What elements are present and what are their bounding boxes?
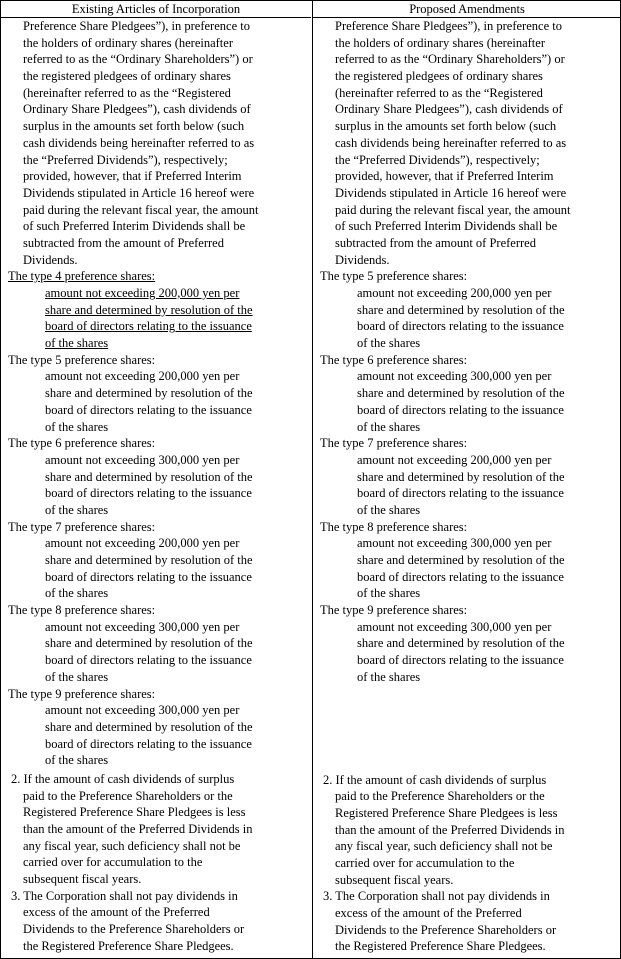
text-line: share and determined by resolution of the — [357, 386, 565, 401]
type-label: The type 7 preference shares: — [8, 519, 156, 534]
text-line: the holders of ordinary shares (hereinafter — [23, 35, 233, 50]
text-line: amount not exceeding 300,000 yen per — [45, 703, 240, 718]
text-line: any fiscal year, such deficiency shall not be — [23, 838, 241, 853]
text-line: amount not exceeding 200,000 yen per — [45, 536, 240, 551]
existing-articles-body — [1, 18, 311, 955]
text-line: amount not exceeding 200,000 yen per — [45, 369, 240, 384]
intro-paragraph — [313, 18, 621, 268]
text-line: provided, however, that if Preferred Interim — [23, 169, 242, 184]
text-line: paid during the relevant fiscal year, the amount — [335, 202, 571, 217]
text-line: Ordinary Share Pledgees”), cash dividends of — [23, 102, 251, 117]
text-line: Dividends stipulated in Article 16 hereof were — [335, 185, 567, 200]
proposed-amendments-header: Proposed Amendments — [313, 1, 621, 18]
text-line: Preference Share Pledgees”), in preference to — [23, 19, 250, 33]
text-line: 2. If the amount of cash dividends of surplus — [323, 772, 547, 787]
text-line: amount not exceeding 200,000 yen per — [357, 286, 552, 300]
text-line: amount not exceeding 200,000 yen per — [357, 452, 552, 467]
paragraph-2 — [313, 772, 621, 889]
type-label: The type 9 preference shares: — [8, 686, 156, 701]
text-line: of the shares — [357, 669, 421, 684]
text-line: of the shares — [45, 502, 109, 517]
text-line: amount not exceeding 300,000 yen per — [357, 619, 552, 634]
text-line: Registered Preference Share Pledgees is less — [23, 805, 246, 820]
text-line: subtracted from the amount of Preferred — [23, 235, 224, 250]
type-5-block — [1, 352, 311, 435]
text-line: board of directors relating to the issuance — [45, 319, 252, 334]
text-line: board of directors relating to the issuance — [45, 736, 252, 751]
type-label: The type 4 preference shares: — [8, 269, 156, 284]
text-line: paid during the relevant fiscal year, the amount — [23, 202, 259, 217]
type-9-block — [1, 686, 311, 769]
text-line: board of directors relating to the issuance — [45, 486, 252, 501]
paragraph-3 — [1, 888, 311, 955]
text-line: Dividends to the Preference Shareholders or — [23, 922, 245, 937]
text-line: excess of the amount of the Preferred — [23, 905, 210, 920]
text-line: board of directors relating to the issuance — [45, 653, 252, 668]
text-line: the Registered Preference Share Pledgees. — [23, 938, 234, 953]
text-line: referred to as the “Ordinary Shareholders”) or — [23, 52, 253, 67]
text-line: board of directors relating to the issuance — [357, 319, 564, 334]
text-line: subsequent fiscal years. — [23, 872, 142, 887]
text-line: referred to as the “Ordinary Shareholders”) or — [335, 52, 565, 67]
text-line: of the shares — [45, 669, 109, 684]
type-8-block — [1, 602, 311, 685]
type-label: The type 8 preference shares: — [320, 519, 468, 534]
text-line: 3. The Corporation shall not pay dividends in — [11, 888, 238, 903]
type-label: The type 7 preference shares: — [320, 436, 468, 451]
text-line: amount not exceeding 300,000 yen per — [45, 452, 240, 467]
text-line: Ordinary Share Pledgees”), cash dividends of — [335, 102, 563, 117]
type-label: The type 6 preference shares: — [320, 352, 468, 367]
type-6-block — [1, 435, 311, 518]
text-line: board of directors relating to the issuance — [357, 486, 564, 501]
existing-articles-column — [1, 1, 311, 958]
text-line: share and determined by resolution of the — [357, 636, 565, 651]
text-line: carried over for accumulation to the — [335, 855, 515, 870]
text-line: share and determined by resolution of the — [357, 302, 565, 317]
type-4-block — [1, 268, 311, 351]
text-line: of the shares — [357, 586, 421, 601]
text-line: share and determined by resolution of the — [45, 302, 253, 317]
text-line: Dividends. — [23, 252, 78, 267]
text-line: (hereinafter referred to as the “Registered — [335, 85, 543, 100]
type-label: The type 5 preference shares: — [320, 269, 468, 284]
proposed-amendments-body — [313, 18, 621, 955]
type-8-block — [313, 519, 621, 602]
type-label: The type 5 preference shares: — [8, 352, 156, 367]
text-line: 3. The Corporation shall not pay dividends in — [323, 889, 550, 904]
text-line: share and determined by resolution of the — [357, 553, 565, 567]
type-label: The type 9 preference shares: — [320, 603, 468, 618]
text-line: provided, however, that if Preferred Interim — [335, 169, 554, 184]
text-line: of the shares — [45, 336, 109, 351]
type-7-block — [1, 519, 311, 602]
text-line: carried over for accumulation to the — [23, 855, 203, 870]
paragraph-2 — [1, 771, 311, 888]
text-line: excess of the amount of the Preferred — [335, 906, 522, 920]
text-line: board of directors relating to the issuance — [45, 402, 252, 417]
text-line: than the amount of the Preferred Dividends in — [23, 822, 253, 836]
text-line: of the shares — [357, 336, 421, 351]
text-line: cash dividends being hereinafter referred to as — [23, 135, 255, 150]
type-5-block — [313, 268, 621, 351]
text-line: Dividends to the Preference Shareholders or — [335, 922, 557, 937]
text-line: board of directors relating to the issuance — [45, 569, 252, 584]
text-line: share and determined by resolution of the — [357, 469, 565, 484]
type-label: The type 6 preference shares: — [8, 436, 156, 451]
existing-articles-header: Existing Articles of Incorporation — [1, 1, 311, 18]
text-line: amount not exceeding 200,000 yen per — [45, 286, 240, 300]
text-line: the registered pledgees of ordinary shares — [335, 69, 543, 84]
text-line: board of directors relating to the issuance — [357, 653, 564, 668]
type-7-block — [313, 435, 621, 518]
text-line: of such Preferred Interim Dividends shall be — [335, 219, 558, 234]
text-line: Dividends. — [335, 252, 390, 267]
text-line: the “Preferred Dividends”), respectively; — [335, 152, 540, 167]
text-line: share and determined by resolution of the — [45, 636, 253, 651]
intro-paragraph — [1, 18, 311, 268]
text-line: subsequent fiscal years. — [335, 872, 454, 887]
text-line: the Registered Preference Share Pledgees. — [335, 939, 546, 954]
text-line: of such Preferred Interim Dividends shall be — [23, 219, 246, 234]
text-line: amount not exceeding 300,000 yen per — [357, 536, 552, 551]
text-line: Dividends stipulated in Article 16 hereof were — [23, 185, 255, 200]
text-line: 2. If the amount of cash dividends of surplus — [11, 771, 235, 786]
text-line: board of directors relating to the issuance — [357, 569, 564, 584]
text-line: paid to the Preference Shareholders or the — [23, 788, 233, 803]
text-line: of the shares — [45, 419, 109, 434]
text-line: of the shares — [45, 586, 109, 601]
text-line: (hereinafter referred to as the “Registered — [23, 85, 231, 100]
text-line: the “Preferred Dividends”), respectively; — [23, 152, 228, 167]
text-line: amount not exceeding 300,000 yen per — [357, 369, 552, 384]
text-line: paid to the Preference Shareholders or the — [335, 789, 545, 804]
proposed-amendments-column — [312, 1, 621, 958]
text-line: Registered Preference Share Pledgees is less — [335, 805, 558, 820]
text-line: surplus in the amounts set forth below (such — [23, 119, 245, 134]
text-line: share and determined by resolution of the — [45, 553, 253, 567]
type-9-block — [313, 602, 621, 685]
text-line: any fiscal year, such deficiency shall not be — [335, 839, 553, 854]
text-line: board of directors relating to the issuance — [357, 402, 564, 417]
text-line: subtracted from the amount of Preferred — [335, 235, 536, 250]
text-line: Preference Share Pledgees”), in preference to — [335, 19, 562, 33]
text-line: of the shares — [357, 419, 421, 434]
text-line: the holders of ordinary shares (hereinafter — [335, 35, 545, 50]
text-line: share and determined by resolution of the — [45, 386, 253, 401]
text-line: of the shares — [45, 753, 109, 768]
text-line: of the shares — [357, 502, 421, 517]
text-line: than the amount of the Preferred Dividends in — [335, 822, 565, 837]
text-line: share and determined by resolution of the — [45, 719, 253, 734]
text-line: surplus in the amounts set forth below (such — [335, 119, 557, 134]
paragraph-3 — [313, 888, 621, 955]
text-line: cash dividends being hereinafter referred to as — [335, 135, 567, 150]
text-line: share and determined by resolution of the — [45, 469, 253, 484]
type-6-block — [313, 352, 621, 435]
type-label: The type 8 preference shares: — [8, 603, 156, 618]
text-line: amount not exceeding 300,000 yen per — [45, 619, 240, 634]
text-line: the registered pledgees of ordinary shares — [23, 69, 231, 84]
